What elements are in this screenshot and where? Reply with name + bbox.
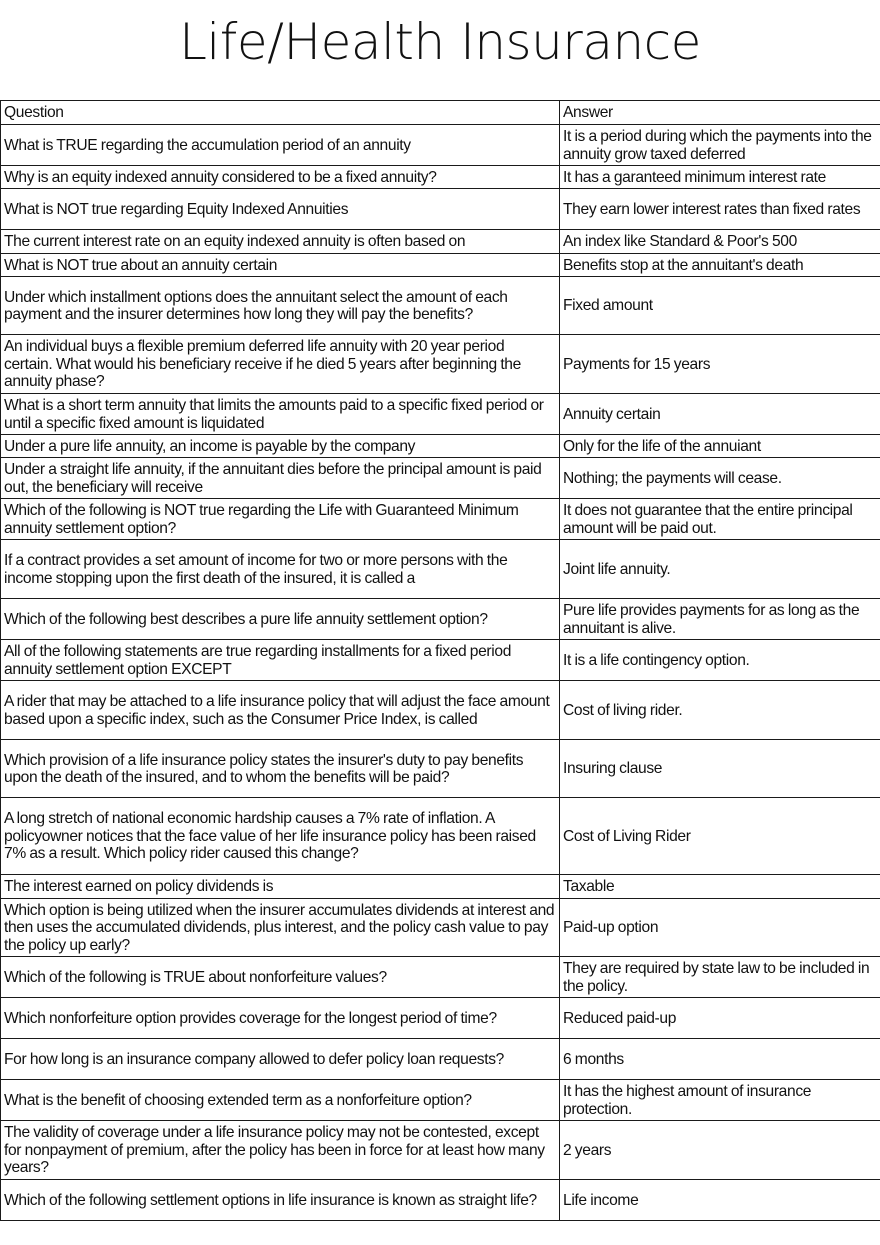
question-cell: If a contract provides a set amount of income for two or more persons with the income stopping upon the first death of the insured, it is called a (1, 540, 560, 599)
question-cell: For how long is an insurance company allowed to defer policy loan requests? (1, 1039, 560, 1080)
question-cell: Which of the following is NOT true regarding the Life with Guaranteed Minimum annuity settlement option? (1, 499, 560, 540)
question-cell: What is NOT true regarding Equity Indexed Annuities (1, 189, 560, 230)
table-row (1, 1039, 880, 1080)
answer-cell: Pure life provides payments for as long as the annuitant is alive. (560, 599, 880, 640)
table-row (1, 1180, 880, 1221)
table-row (1, 899, 880, 957)
answer-cell: Only for the life of the annuiant (560, 435, 880, 458)
question-cell: What is the benefit of choosing extended term as a nonforfeiture option? (1, 1080, 560, 1121)
question-cell: The validity of coverage under a life insurance policy may not be contested, except for nonpayment of premium, after the policy has been in force for at least how many years? (1, 1121, 560, 1180)
table-row (1, 798, 880, 875)
table-row (1, 998, 880, 1039)
answer-cell: Benefits stop at the annuitant's death (560, 254, 880, 277)
question-cell: What is TRUE regarding the accumulation period of an annuity (1, 125, 560, 166)
table-row (1, 125, 880, 166)
answer-cell: It has the highest amount of insurance protection. (560, 1080, 880, 1121)
answer-cell: Reduced paid-up (560, 998, 880, 1039)
answer-cell: Insuring clause (560, 740, 880, 798)
question-cell: The interest earned on policy dividends is (1, 875, 560, 899)
table-row (1, 681, 880, 740)
answer-cell: Fixed amount (560, 277, 880, 335)
table-row (1, 499, 880, 540)
answer-cell: Annuity certain (560, 394, 880, 435)
table-row (1, 335, 880, 394)
question-cell: Which of the following best describes a pure life annuity settlement option? (1, 599, 560, 640)
question-cell: Which option is being utilized when the insurer accumulates dividends at interest and then uses the accumulated dividends, plus interest, and the policy cash value to pay the policy up early? (1, 899, 560, 957)
answer-cell: 2 years (560, 1121, 880, 1180)
table-row (1, 277, 880, 335)
question-cell: Which of the following settlement options in life insurance is known as straight life? (1, 1180, 560, 1221)
table-row (1, 189, 880, 230)
answer-cell: An index like Standard & Poor's 500 (560, 230, 880, 254)
qa-table-body (1, 101, 880, 1221)
table-row (1, 166, 880, 189)
answer-cell: 6 months (560, 1039, 880, 1080)
table-header-row (1, 101, 880, 125)
question-cell: Under a pure life annuity, an income is payable by the company (1, 435, 560, 458)
question-cell: What is a short term annuity that limits the amounts paid to a specific fixed period or until a specific fixed amount is liquidated (1, 394, 560, 435)
table-row (1, 540, 880, 599)
answer-cell: They are required by state law to be included in the policy. (560, 957, 880, 998)
question-cell: The current interest rate on an equity indexed annuity is often based on (1, 230, 560, 254)
question-cell: What is NOT true about an annuity certain (1, 254, 560, 277)
table-row (1, 740, 880, 798)
table-row (1, 230, 880, 254)
table-row (1, 254, 880, 277)
answer-cell: Joint life annuity. (560, 540, 880, 599)
answer-cell: It is a period during which the payments into the annuity grow taxed deferred (560, 125, 880, 166)
table-row (1, 394, 880, 435)
table-row (1, 599, 880, 640)
answer-cell: Cost of Living Rider (560, 798, 880, 875)
question-cell: Why is an equity indexed annuity considered to be a fixed annuity? (1, 166, 560, 189)
table-row (1, 640, 880, 681)
header-answer: Answer (560, 101, 880, 125)
document-title: Life/Health Insurance (179, 13, 701, 71)
table-row (1, 1080, 880, 1121)
answer-cell: It has a garanteed minimum interest rate (560, 166, 880, 189)
answer-cell: It does not guarantee that the entire principal amount will be paid out. (560, 499, 880, 540)
table-row (1, 875, 880, 899)
question-cell: An individual buys a flexible premium deferred life annuity with 20 year period certain. What would his beneficiary receive if he died 5 years after beginning the annuity phase? (1, 335, 560, 394)
answer-cell: They earn lower interest rates than fixed rates (560, 189, 880, 230)
question-cell: A long stretch of national economic hardship causes a 7% rate of inflation. A policyowner notices that the face value of her life insurance policy has been raised 7% as a result. Which policy rider caused this change? (1, 798, 560, 875)
question-cell: Which of the following is TRUE about nonforfeiture values? (1, 957, 560, 998)
question-cell: Which provision of a life insurance policy states the insurer's duty to pay benefits upon the death of the insured, and to whom the benefits will be paid? (1, 740, 560, 798)
qa-table (0, 100, 880, 1221)
answer-cell: Life income (560, 1180, 880, 1221)
answer-cell: Cost of living rider. (560, 681, 880, 740)
table-row (1, 435, 880, 458)
answer-cell: Taxable (560, 875, 880, 899)
answer-cell: It is a life contingency option. (560, 640, 880, 681)
table-row (1, 1121, 880, 1180)
question-cell: Under which installment options does the annuitant select the amount of each payment and the insurer determines how long they will pay the benefits? (1, 277, 560, 335)
table-row (1, 957, 880, 998)
header-question: Question (1, 101, 560, 125)
answer-cell: Payments for 15 years (560, 335, 880, 394)
table-row (1, 458, 880, 499)
answer-cell: Nothing; the payments will cease. (560, 458, 880, 499)
answer-cell: Paid-up option (560, 899, 880, 957)
question-cell: All of the following statements are true regarding installments for a fixed period annuity settlement option EXCEPT (1, 640, 560, 681)
question-cell: Under a straight life annuity, if the annuitant dies before the principal amount is paid out, the beneficiary will receive (1, 458, 560, 499)
question-cell: Which nonforfeiture option provides coverage for the longest period of time? (1, 998, 560, 1039)
question-cell: A rider that may be attached to a life insurance policy that will adjust the face amount based upon a specific index, such as the Consumer Price Index, is called (1, 681, 560, 740)
